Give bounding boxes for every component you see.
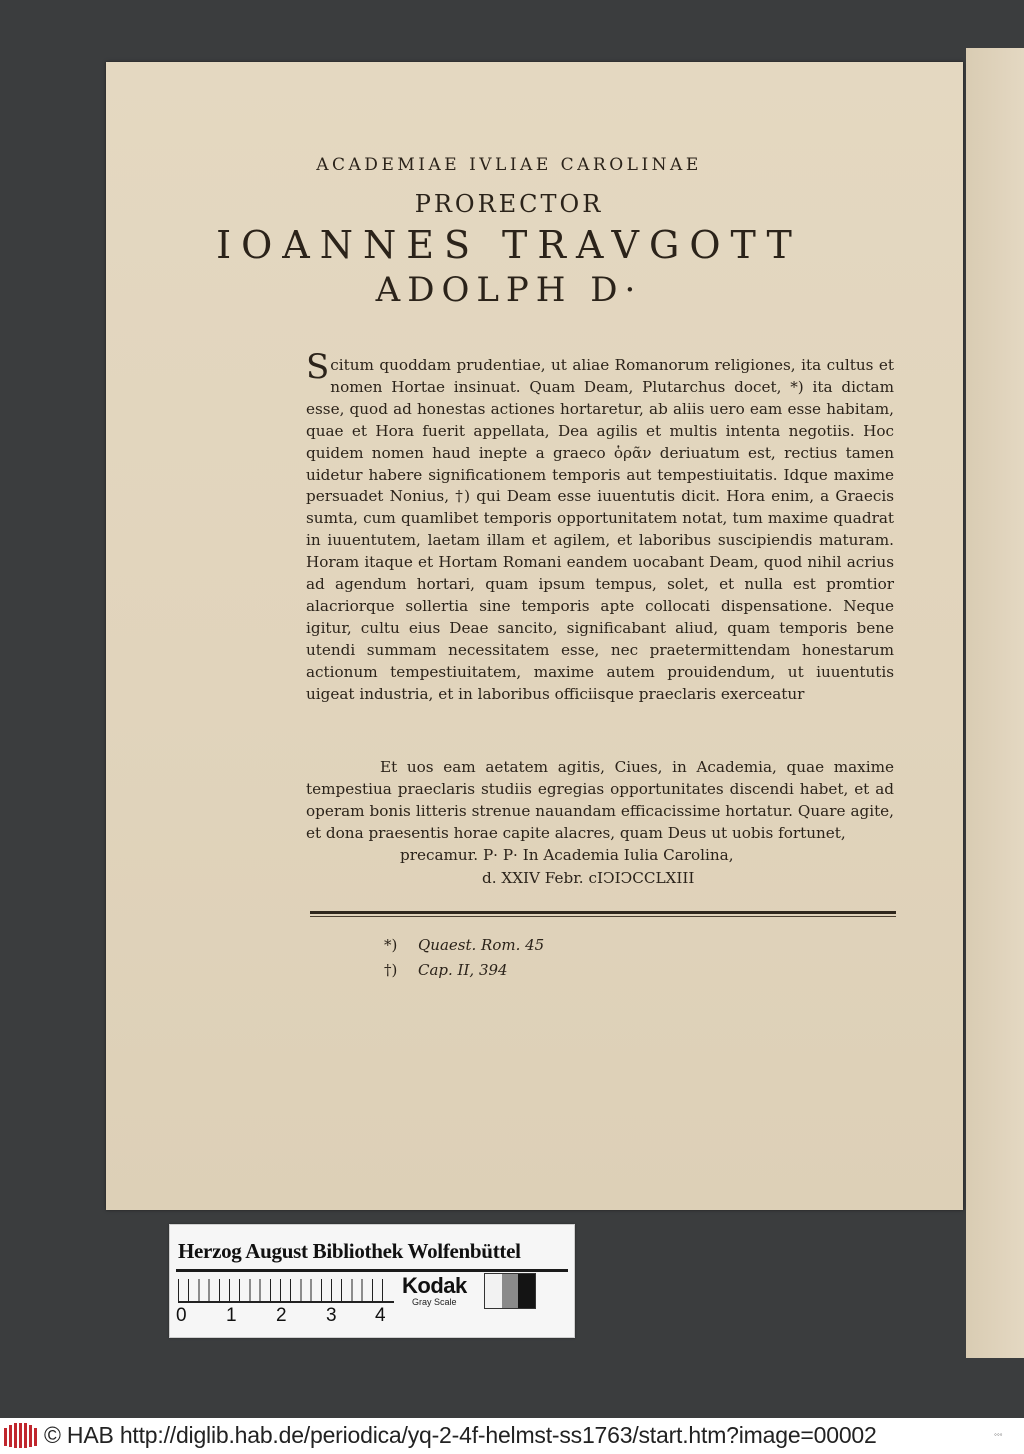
heading-surname: ADOLPH D· (375, 270, 643, 310)
footer-mark: ◦◦◦ (994, 1430, 1003, 1439)
main-paragraph (306, 347, 894, 706)
paragraph-1-text: citum quoddam prudentiae, ut aliae Romanorum religiones, ita cultus et nomen Hortae insinuat. Quam Deam, Plutarchus docet, *) ita dictam esse, quod ad honestas actiones hortaretur, ab aliis uero eam esse habitam, quae et Hora fuerit appellata, Dea agilis et multis intenta negotiis. Hoc quidem nomen haud inepte a graeco ὁρᾶν deriuatum est, rectius tamen uidetur habere significationem temporis aut tempestiuitatis. Idque maxime persuadet Nonius, †) qui Deam esse iuuentutis dicit. Hora enim, a Graecis sumta, cum quamlibet temporis opportunitatem notat, tum maxime quadrat in iuuentutem, laetam illam et agilem, et laboribus suscipiendis maturam. Horam itaque et Hortam Romani eandem uocabant Deam, quod nihil acrius ad agendum hortari, quam ipsum tempus, solet, et nulla est promtior alacriorque sollertia sine temporis apte collocati dispensatione. Neque igitur, cultu eius Deae sancito, significabant aliud, quam temporis bene utendi summam necessitatem esse, nec praetermittendam honestarum actionum tempestiuitatem, maxime autem prouidendum, ut iuuentutis uigeat industria, et in laboribus officiisque praeclaris exerceatur (306, 356, 894, 703)
color-target-card (169, 1224, 575, 1338)
library-name: Herzog August Bibliothek Wolfenbüttel (178, 1239, 521, 1263)
hab-logo-icon (2, 1422, 40, 1450)
kodak-logo: Kodak (402, 1273, 467, 1298)
swatch-black (518, 1274, 535, 1308)
footnote-rule-thick (310, 911, 896, 914)
gray-swatches (484, 1273, 536, 1309)
footnote-reference: Quaest. Rom. 45 (418, 936, 545, 954)
heading-academy: ACADEMIAE IVLIAE CAROLINAE (316, 155, 702, 175)
ruler-ticks (178, 1279, 392, 1303)
adjacent-page-edge (966, 48, 1024, 1358)
footnote-mark: †) (384, 961, 398, 979)
footnote (384, 936, 544, 954)
second-paragraph: Et uos eam aetatem agitis, Ciues, in Academia, quae maxime tempestiua praeclaris studiis egregias opportunitates discendi habet, et ad operam bonis litteris strenue nauandam efficacissime hortatur. Quare agite, et dona praesentis horae capite alacres, quam Deus ut uobis fortunet, (306, 758, 894, 842)
heading-name: IOANNES TRAVGOTT (216, 223, 802, 267)
gray-scale-label: Gray Scale (412, 1297, 457, 1307)
footnote (384, 961, 508, 979)
date-line: d. XXIV Febr. cIↃIↃCCLXIII (482, 869, 695, 887)
footnote-reference: Cap. II, 394 (418, 961, 508, 979)
ruler-number: 4 (375, 1305, 386, 1326)
ruler-number: 0 (176, 1305, 187, 1326)
ruler-number: 3 (326, 1305, 337, 1326)
ruler-baseline (178, 1301, 394, 1303)
footnote-rule-thin (310, 916, 896, 917)
ruler-number: 2 (276, 1305, 287, 1326)
target-divider (176, 1269, 568, 1272)
ruler-number: 1 (226, 1305, 237, 1326)
footer-url[interactable]: © HAB http://diglib.hab.de/periodica/yq-2-4f-helmst-ss1763/start.htm?image=00002 (44, 1422, 877, 1448)
closing-line: precamur. P· P· In Academia Iulia Carolina, (400, 846, 734, 864)
footnote-mark: *) (384, 936, 398, 954)
heading-prorector: PRORECTOR (414, 190, 604, 218)
swatch-gray (502, 1274, 519, 1308)
drop-cap: S (306, 347, 330, 387)
swatch-white (485, 1274, 502, 1308)
